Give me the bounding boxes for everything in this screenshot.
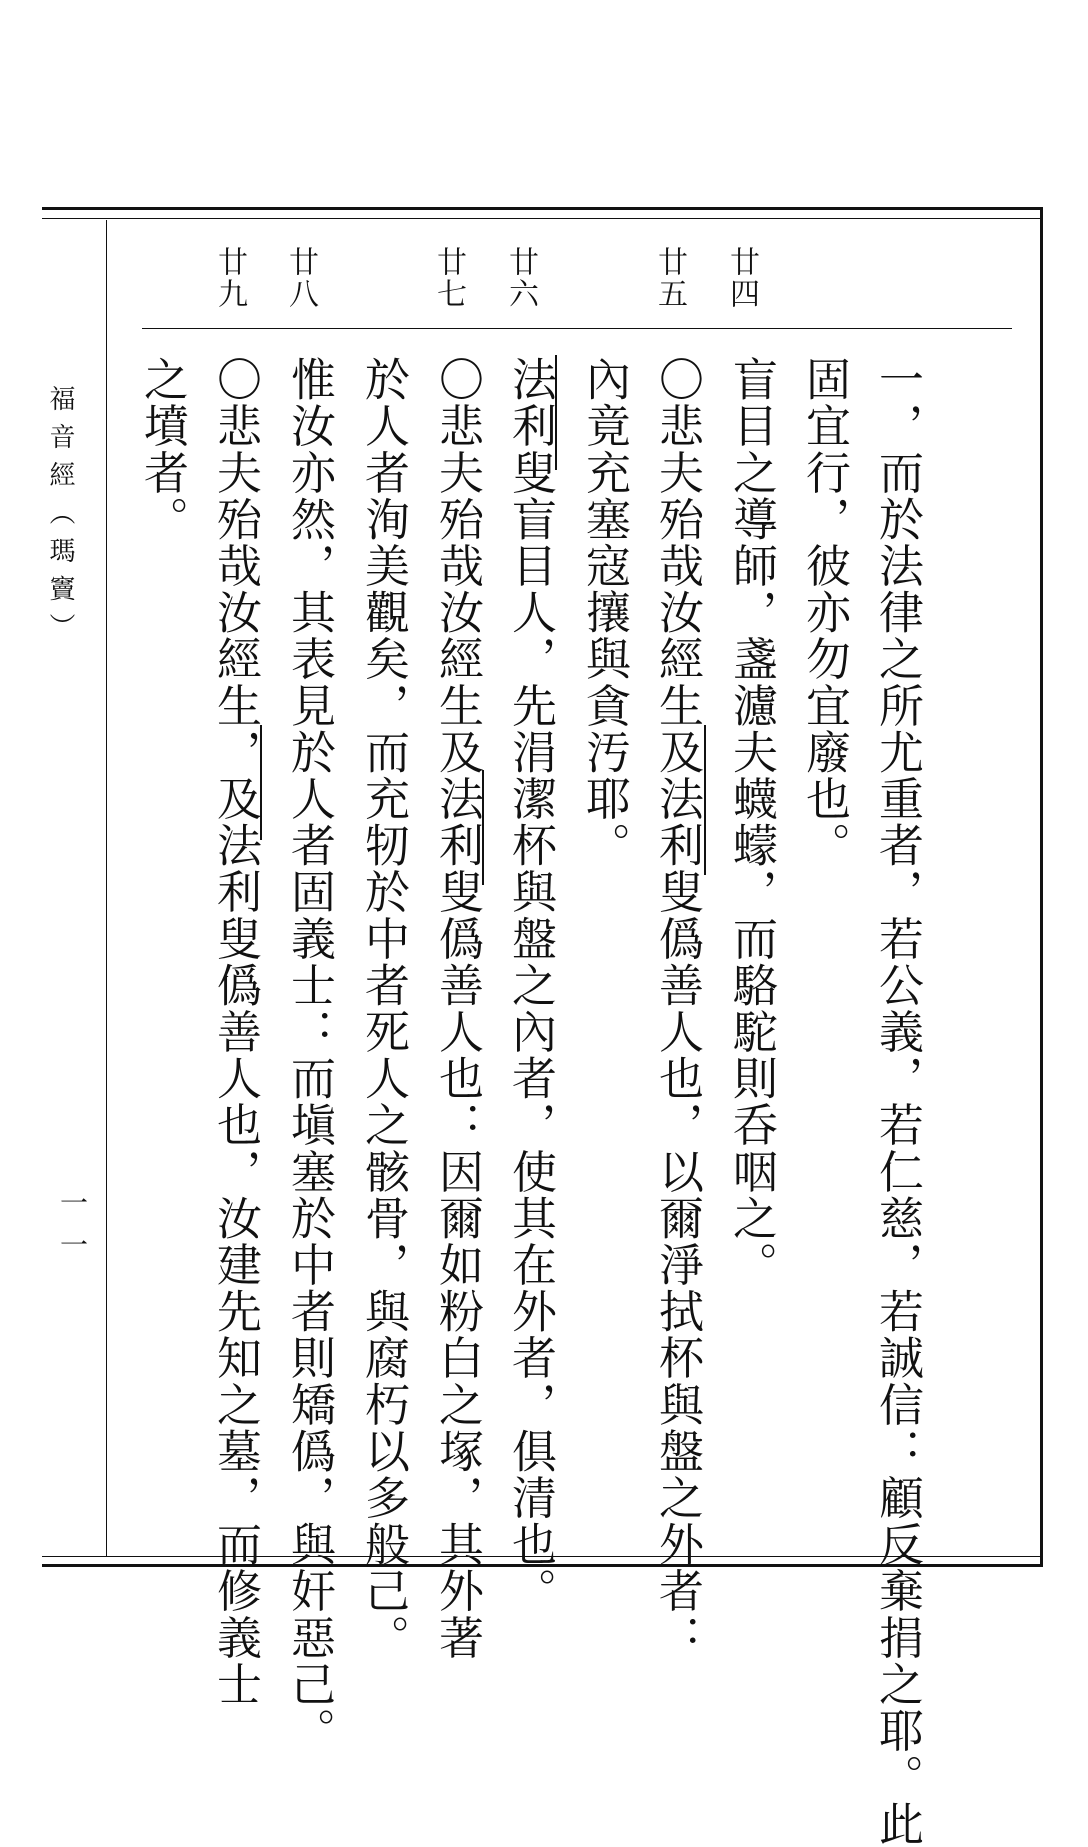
verse-number-rule (142, 328, 1012, 329)
text-column-10: 〇悲夫殆哉汝經生，及法利叟僞善人也，汝建先知之墓，而修義士 (209, 356, 262, 1708)
verse-number-27: 廿七 (431, 246, 466, 310)
text-column-9: 惟汝亦然，其表見於人者固義士：而塡塞於中者則矯僞，與奸惡己。 (283, 356, 336, 1754)
text-column-3: 盲目之導師，盞濾夫蠛蠓，而駱駝則呑咽之。 (725, 356, 778, 1288)
text-column-4: 〇悲夫殆哉汝經生及法利叟僞善人也，以爾淨拭杯與盤之外者： (651, 356, 704, 1661)
page-number: 一一 (56, 1188, 89, 1272)
text-column-5: 內竟充塞寇攘與貪汚耶。 (578, 356, 631, 869)
verse-number-28: 廿八 (283, 246, 318, 310)
name-mark-pharisee-2 (555, 355, 557, 470)
verse-number-24: 廿四 (724, 246, 759, 310)
verse-number-26: 廿六 (503, 246, 538, 310)
text-column-1: 一，而於法律之所尤重者，若公義，若仁慈，若誠信：顧反棄捐之耶。此 (871, 356, 924, 1847)
text-column-11: 之墳者。 (136, 356, 189, 543)
verse-number-25: 廿五 (652, 246, 687, 310)
name-mark-pharisee-1 (704, 725, 706, 875)
text-column-7: 〇悲夫殆哉汝經生及法利叟僞善人也：因爾如粉白之塚，其外著 (431, 356, 484, 1661)
text-column-8: 於人者洵美觀矣，而充牣於中者死人之骸骨，與腐朽以多般己。 (357, 356, 410, 1661)
margin-divider (106, 220, 107, 1556)
book-title: 福音經（瑪竇） (45, 385, 75, 651)
name-mark-pharisee-3 (482, 770, 484, 885)
frame-top-inner-border (42, 218, 1042, 219)
frame-top-border (42, 207, 1042, 210)
text-column-2: 固宜行，彼亦勿宜廢也。 (798, 356, 851, 869)
text-column-6: 法利叟盲目人，先涓潔杯與盤之內者，使其在外者，俱清也。 (504, 356, 557, 1615)
name-mark-pharisee-4 (260, 725, 262, 840)
frame-right-border (1040, 207, 1043, 1567)
verse-number-29: 廿九 (212, 246, 247, 310)
